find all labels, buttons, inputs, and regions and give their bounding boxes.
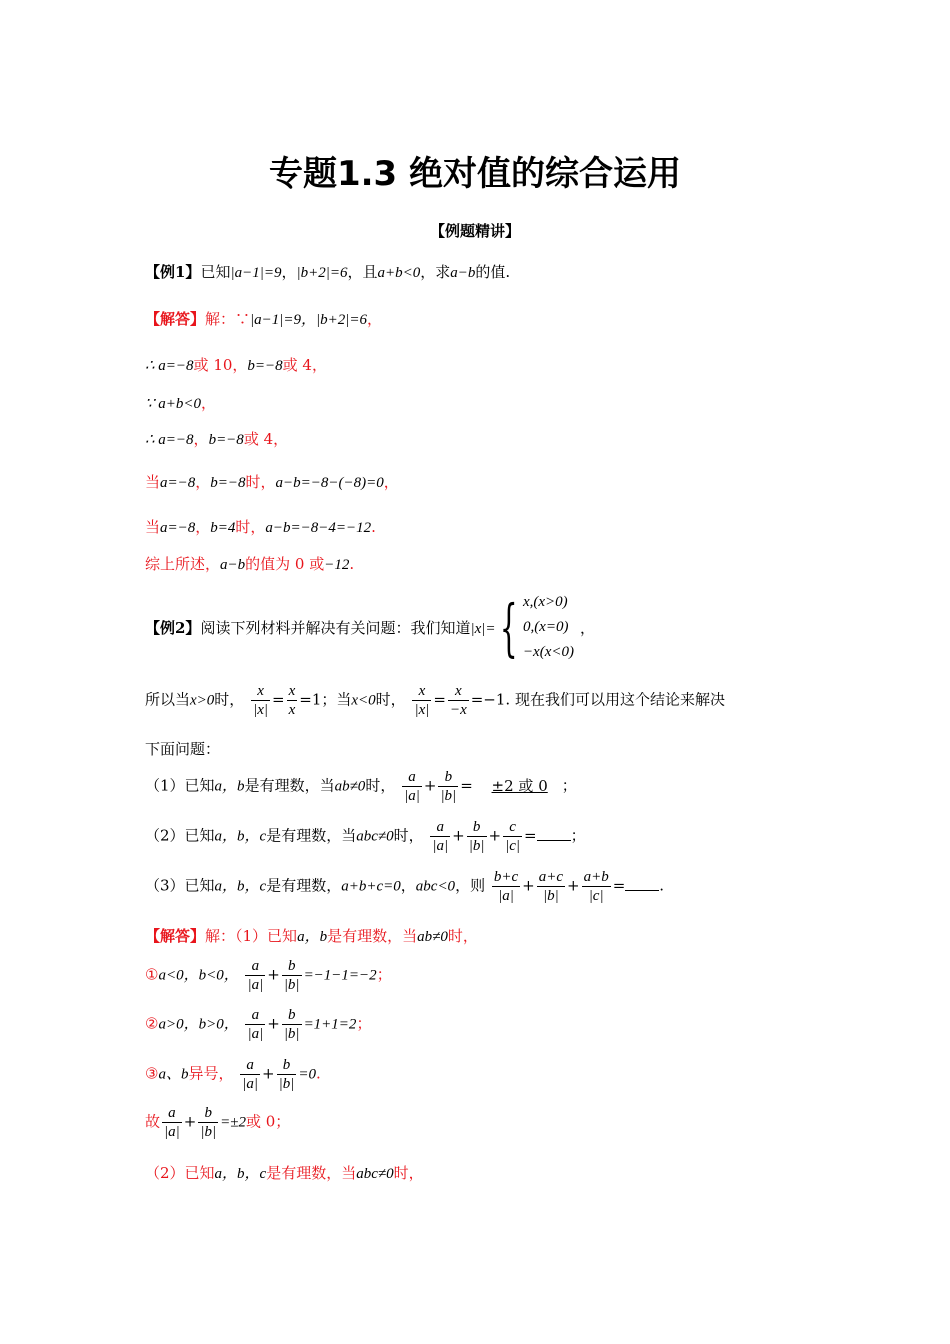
page-title: 专题1.3 绝对值的综合运用: [268, 154, 682, 194]
solution-1-line-1: [145, 308, 382, 329]
fraction: [503, 818, 522, 855]
numerator: b+c: [493, 869, 519, 885]
text: ，: [281, 263, 297, 281]
solution-2-case-summary: [145, 1104, 290, 1141]
text: =: [433, 690, 446, 709]
numerator: a+b: [583, 869, 609, 885]
math: a、b: [158, 1066, 189, 1083]
numerator: b: [282, 957, 302, 976]
denominator: |b|: [200, 1124, 217, 1140]
text: +: [423, 776, 437, 795]
text: ，: [193, 430, 209, 448]
math: abc≠0: [356, 828, 394, 845]
fraction: [245, 957, 265, 994]
text: 时，: [365, 776, 396, 795]
math: ∴ a=−8: [145, 432, 194, 448]
math: a=−8: [160, 475, 196, 491]
math: −12: [324, 557, 350, 573]
text: +: [267, 1014, 280, 1033]
text: （2）已知: [145, 1164, 215, 1182]
denominator: |a|: [164, 1124, 180, 1140]
denominator: |x|: [414, 702, 430, 718]
math: a+b<0: [377, 265, 421, 281]
fraction: [492, 868, 520, 905]
case-marker: ②: [145, 1014, 159, 1033]
math: |a−1|=9，|b+2|=6: [250, 312, 368, 328]
denominator: |a|: [432, 838, 449, 854]
piecewise-cases: [523, 590, 574, 665]
text: =: [272, 690, 285, 709]
denominator: |c|: [588, 888, 604, 904]
text: 所以当: [145, 690, 191, 709]
text: +: [488, 826, 502, 845]
fraction: [162, 1104, 182, 1141]
denominator: |x|: [253, 702, 268, 718]
denominator: |b|: [542, 888, 559, 904]
text: +: [183, 1112, 197, 1131]
numerator: b: [282, 1006, 302, 1025]
fraction: [537, 868, 565, 905]
example-2-para-2: [145, 682, 725, 719]
math: |b+2|=6: [296, 265, 348, 281]
question-3: [145, 868, 664, 905]
answer-blank-1: ±2 或 0: [491, 776, 548, 795]
answer-blank-3: [625, 876, 659, 891]
fraction: [240, 1056, 260, 1093]
text: . 现在我们可以用这个结论来解决: [505, 690, 725, 709]
numerator: a: [245, 1006, 265, 1025]
text: 阅读下列材料并解决有关问题：我们知道: [200, 619, 471, 637]
solution-1-line-4: [145, 428, 288, 449]
denominator: |b|: [283, 977, 300, 993]
text: ，: [195, 473, 211, 491]
text: ，: [400, 876, 416, 895]
numerator: a: [430, 818, 450, 837]
math: a，b，c: [214, 878, 267, 895]
text: =: [612, 876, 626, 895]
text: =: [460, 776, 473, 795]
example-1-label: 【例1】: [145, 263, 201, 281]
fraction: [402, 768, 422, 805]
text: 故: [145, 1112, 161, 1131]
text: +: [267, 965, 280, 984]
text: +: [522, 876, 535, 895]
math: a−b=−8−4=−12: [265, 520, 372, 536]
example-2-label: 【例2】: [145, 619, 201, 637]
text: .: [315, 1064, 321, 1083]
text: .: [349, 555, 355, 573]
math: a，b: [297, 929, 328, 945]
text: 的值.: [475, 263, 511, 281]
text: 是有理数，当: [266, 826, 357, 845]
fraction: [287, 682, 298, 719]
text: ；: [561, 776, 577, 795]
math: a>0，b>0，: [158, 1016, 239, 1033]
numerator: a: [245, 957, 265, 976]
math: a，b: [214, 778, 245, 795]
solution-1-line-2: [145, 354, 327, 375]
text: +: [567, 876, 580, 895]
math: ∵ a+b<0: [145, 396, 202, 412]
case: −x(x<0): [522, 644, 574, 660]
denominator: x: [288, 702, 296, 718]
solution-2-line-2: [145, 1162, 424, 1183]
denominator: |c|: [505, 838, 520, 854]
math: ∴ a=−8: [145, 358, 194, 374]
text: 时，: [375, 690, 406, 709]
text: .: [659, 876, 665, 895]
math: a=−8: [160, 520, 196, 536]
text: 解：（1）已知: [205, 927, 298, 945]
fraction: [582, 868, 611, 905]
numerator: x: [448, 682, 469, 701]
text: 时，: [245, 473, 276, 491]
text: 或 4，: [282, 356, 327, 374]
math: =0: [298, 1066, 316, 1083]
question-1: [145, 768, 577, 805]
example-2-para-3: 下面问题：: [145, 740, 221, 758]
math: x>0: [190, 692, 215, 709]
text: 时，: [214, 690, 245, 709]
math: a−b=−8−(−8)=0: [275, 475, 384, 491]
numerator: a: [240, 1056, 260, 1075]
text: 当: [145, 473, 161, 491]
denominator: |b|: [440, 788, 457, 804]
denominator: |a|: [404, 788, 420, 804]
math: b=−8: [208, 432, 244, 448]
solution-2-case-1: [145, 957, 392, 994]
text: 时，: [235, 518, 266, 536]
text: =−1: [470, 690, 506, 709]
text: 是有理数，当: [266, 1164, 357, 1182]
text: 解：∵: [205, 310, 251, 328]
denominator: |a|: [247, 977, 264, 993]
case-marker: ③: [145, 1064, 159, 1083]
text: +: [262, 1064, 275, 1083]
fraction: [198, 1104, 218, 1141]
math: a+b+c=0: [341, 878, 401, 895]
text: ，: [367, 310, 383, 328]
text: ；: [376, 965, 392, 984]
numerator: a+c: [538, 869, 563, 885]
case: 0,(x=0): [522, 619, 569, 635]
math: =−1−1=−2: [303, 967, 377, 984]
solution-1-line-3: [145, 392, 216, 413]
numerator: c: [503, 818, 522, 837]
math: a，b，c: [214, 828, 267, 845]
text: 时，: [393, 826, 424, 845]
math: abc<0: [415, 878, 456, 895]
text: 或 0；: [245, 1112, 291, 1131]
text: ，则: [455, 876, 486, 895]
fraction: [412, 682, 431, 719]
solution-1-line-5: [145, 471, 399, 492]
text: 时，: [447, 927, 478, 945]
math: |a−1|=9: [230, 265, 282, 281]
math: b=4: [210, 520, 236, 536]
text: （1）已知: [145, 776, 215, 795]
text: 或 4，: [243, 430, 289, 448]
math: x<0: [351, 692, 376, 709]
example-1-question: [145, 261, 510, 282]
fraction: [467, 818, 487, 855]
question-2: [145, 818, 586, 855]
example-2-intro: [145, 590, 595, 665]
text: 是有理数，当: [244, 776, 335, 795]
math: a<0，b<0，: [158, 967, 239, 984]
section-heading: 【例题精讲】: [429, 222, 520, 240]
numerator: a: [402, 768, 422, 787]
text: 综上所述，: [145, 555, 221, 573]
text: +: [452, 826, 465, 845]
text: 是有理数，: [266, 876, 342, 895]
text: 时，: [393, 1164, 424, 1182]
numerator: b: [467, 818, 487, 837]
denominator: |b|: [278, 1076, 295, 1092]
text: 或 10，: [193, 356, 248, 374]
denominator: −x: [449, 702, 467, 718]
text: ，求: [420, 263, 451, 281]
text: 是有理数，当: [327, 927, 418, 945]
math: a，b，c: [214, 1166, 267, 1182]
fraction: [282, 957, 302, 994]
fraction: [245, 1006, 265, 1043]
denominator: |a|: [242, 1076, 259, 1092]
fraction: [430, 818, 450, 855]
solution-2-line-1: [145, 925, 478, 946]
text: ；: [356, 1014, 372, 1033]
math: =±2: [220, 1114, 246, 1131]
case-marker: ①: [145, 965, 159, 984]
fraction: [277, 1056, 297, 1093]
solution-label: 【解答】: [145, 927, 206, 945]
denominator: |b|: [468, 838, 485, 854]
math: a−b: [450, 265, 476, 281]
text: .: [371, 518, 376, 536]
denominator: |a|: [498, 888, 514, 904]
text: ，: [195, 518, 211, 536]
numerator: x: [412, 682, 431, 701]
denominator: |a|: [247, 1026, 264, 1042]
numerator: a: [162, 1104, 182, 1123]
numerator: x: [288, 683, 296, 699]
text: ，: [383, 473, 399, 491]
answer-blank-2: [537, 826, 571, 841]
text: =1: [299, 690, 322, 709]
fraction: [448, 682, 469, 719]
text: 当: [145, 518, 161, 536]
left-brace-icon: {: [500, 590, 519, 664]
fraction: [282, 1006, 302, 1043]
math: ab≠0: [334, 778, 366, 795]
solution-1-line-6: [145, 516, 376, 537]
text: 的值为 0 或: [245, 555, 325, 573]
fraction: [251, 682, 270, 719]
math: b=−8: [210, 475, 246, 491]
text: 异号，: [188, 1064, 234, 1083]
solution-label: 【解答】: [145, 310, 206, 328]
text: （2）已知: [145, 826, 215, 845]
math: |x|=: [470, 621, 496, 637]
math: =1+1=2: [303, 1016, 357, 1033]
solution-2-case-2: [145, 1006, 371, 1043]
text: ，: [580, 619, 596, 637]
text: （3）已知: [145, 876, 215, 895]
denominator: |b|: [283, 1026, 300, 1042]
fraction: [438, 768, 458, 805]
math: ab≠0: [417, 929, 448, 945]
case: x,(x>0): [522, 594, 568, 610]
math: a−b: [220, 557, 246, 573]
text: ；: [570, 826, 586, 845]
text: ，且: [347, 263, 378, 281]
text: ，: [201, 394, 217, 412]
text: =: [523, 826, 537, 845]
solution-1-conclusion: [145, 553, 354, 574]
text: 已知: [200, 263, 231, 281]
numerator: b: [438, 768, 458, 787]
numerator: b: [198, 1104, 218, 1123]
text: ；当: [321, 690, 352, 709]
solution-2-case-3: [145, 1056, 321, 1093]
numerator: b: [277, 1056, 297, 1075]
math: abc≠0: [356, 1166, 394, 1182]
numerator: x: [251, 682, 270, 701]
math: b=−8: [247, 358, 283, 374]
